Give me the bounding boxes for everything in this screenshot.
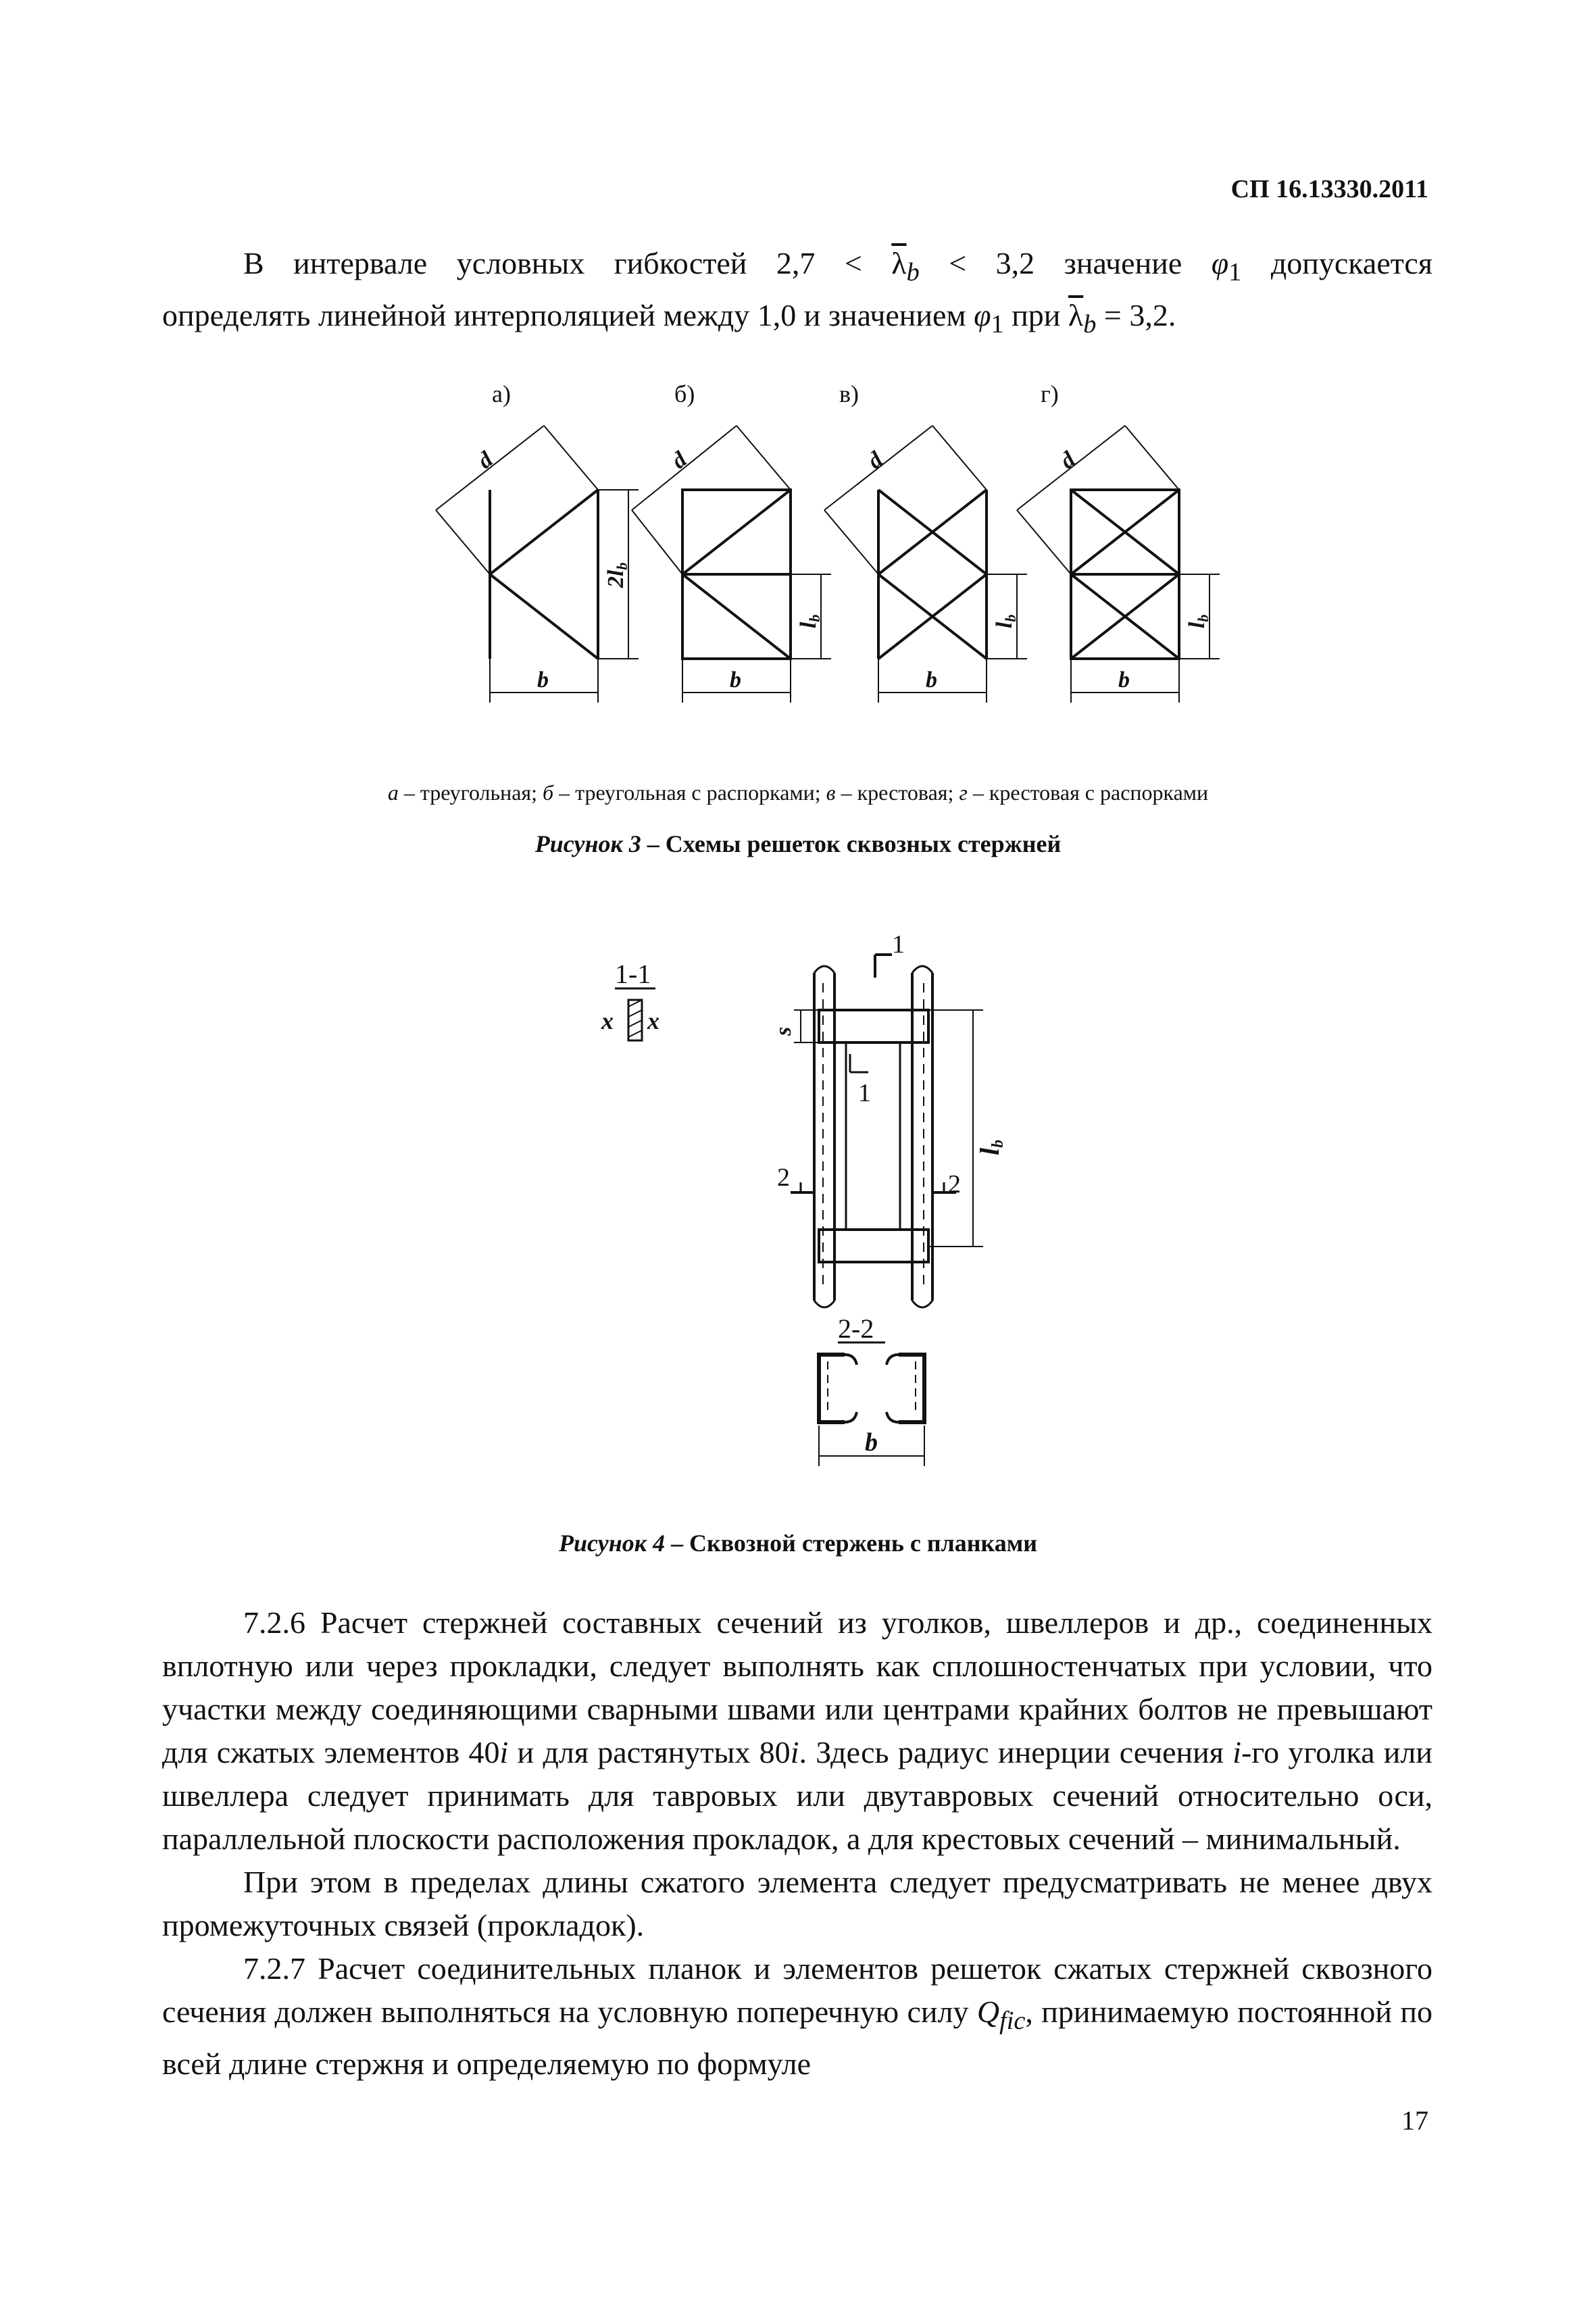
dim-label-lb: lb — [1184, 614, 1212, 628]
paragraph-7-2-6 — [162, 1601, 1432, 1861]
panel-label-c: в) — [839, 380, 859, 407]
legend-text: – треугольная с распорками; — [553, 780, 826, 805]
page-number: 17 — [1401, 2105, 1428, 2136]
dim-label-2lb: 2lb — [603, 562, 630, 588]
dim-label-s: s — [771, 1026, 796, 1036]
cut-label-1: 1 — [858, 1079, 871, 1107]
section-1-1 — [601, 959, 659, 1040]
figure3-caption — [0, 830, 1596, 858]
body-text — [162, 1601, 1432, 2086]
dim-label-d: d — [473, 447, 498, 474]
cut-label-2: 2 — [948, 1170, 961, 1199]
paragraph-text: -го уголка или швеллера следует принимать для тавровых или двутавровых сечений относительно оси, параллельной плоскости расположения прокладок, а для крестовых сечений – минимальный. — [162, 1735, 1432, 1856]
lambda-subscript: b — [1083, 310, 1097, 339]
paragraph-text: , принимаемую постоянной по всей длине стержня и определяемую по формуле — [162, 1994, 1432, 2082]
scheme-a-triangular — [490, 490, 598, 659]
caption-text: – Сквозной стержень с планками — [664, 1530, 1038, 1557]
dim-label-lb: lb — [796, 614, 823, 628]
panel-label-d: г) — [1041, 380, 1059, 407]
phi-subscript: 1 — [991, 310, 1004, 339]
lattice-schemes-figure — [405, 375, 1284, 713]
dim-label-lb: lb — [974, 1139, 1007, 1155]
section-label-2-2: 2-2 — [838, 1313, 874, 1344]
intro-text: допускается — [1241, 246, 1432, 280]
caption-prefix: Рисунок 3 — [534, 830, 641, 857]
cut-label-1: 1 — [892, 930, 905, 959]
phi-symbol: φ — [1211, 246, 1229, 280]
scheme-b-triangular-with-struts — [682, 490, 791, 659]
legend-text: – крестовая с распорками — [967, 780, 1209, 805]
section-label-1-1: 1-1 — [615, 959, 651, 989]
legend-key: в — [826, 780, 836, 805]
intro-text: определять линейной интерполяцией между 1,0 и значением — [162, 298, 974, 333]
phi-subscript: 1 — [1228, 258, 1242, 287]
lambda-symbol: $\overline{\lambda}$ — [1068, 298, 1084, 333]
legend-key: а — [387, 780, 399, 805]
paragraph-7-2-7 — [162, 1947, 1432, 2086]
legend-text: – треугольная; — [398, 780, 543, 805]
dim-label-d: d — [863, 447, 888, 474]
caption-prefix: Рисунок 4 — [558, 1530, 665, 1557]
legend-text: – крестовая; — [835, 780, 959, 805]
var-i: i — [1232, 1735, 1242, 1769]
scheme-d-cross-with-struts — [1071, 490, 1179, 659]
scheme-c-cross — [878, 490, 987, 659]
dim-label-b: b — [1118, 668, 1130, 693]
dim-label-d: d — [667, 447, 692, 474]
intro-text: < 3,2 значение — [919, 246, 1212, 280]
paragraph-text: . Здесь радиус инерции сечения — [799, 1735, 1233, 1769]
caption-text: – Схемы решеток сквозных стержней — [641, 830, 1062, 857]
var-q: Q — [976, 1994, 1000, 2029]
phi-symbol: φ — [974, 298, 991, 333]
figure3-legend — [0, 780, 1596, 805]
batten-column-figure — [581, 922, 1054, 1517]
dim-label-d: d — [1055, 447, 1080, 474]
intro-text: = 3,2. — [1096, 298, 1176, 333]
lambda-symbol: $\overline{\lambda}$ — [891, 246, 907, 280]
figure4-caption — [0, 1529, 1596, 1557]
intro-line-1 — [162, 242, 1432, 294]
legend-key: б — [543, 780, 554, 805]
paragraph-text: и для растянутых 80 — [508, 1735, 791, 1769]
dim-label-lb: lb — [992, 614, 1019, 628]
axis-label-x: x — [601, 1007, 614, 1034]
document-code: СП 16.13330.2011 — [1230, 175, 1428, 203]
intro-text: В интервале условных гибкостей 2,7 < — [243, 246, 892, 280]
axis-label-x: x — [647, 1007, 659, 1034]
lambda-subscript: b — [906, 258, 920, 287]
intro-text: при — [1003, 298, 1068, 333]
column-elevation — [791, 955, 983, 1307]
dim-label-b: b — [926, 668, 937, 693]
paragraph-text: 7.2.7 Расчет соединительных планок и элементов решеток сжатых стержней сквозного сечения должен выполняться на условную поперечную силу — [162, 1951, 1432, 2029]
panel-label-a: а) — [492, 380, 511, 407]
var-i: i — [499, 1735, 509, 1769]
dim-label-b: b — [730, 668, 741, 693]
cut-label-2: 2 — [777, 1163, 790, 1192]
dim-label-b: b — [537, 668, 549, 693]
var-q-subscript: fic — [999, 2007, 1026, 2036]
dim-label-b: b — [865, 1428, 878, 1457]
paragraph-intermediate-ties: При этом в пределах длины сжатого элемента следует предусматривать не менее двух промежуточных связей (прокладок). — [162, 1865, 1432, 1942]
var-i: i — [790, 1735, 799, 1769]
section-2-2 — [819, 1313, 924, 1466]
intro-paragraph — [162, 242, 1432, 346]
paragraph-text: 7.2.6 Расчет стержней составных сечений из уголков, швеллеров и др., соединенных вплотную или через прокладки, следует выполнять как сплошностенчатых при условии, что участки между соединяющими сварными швами или центрами крайних болтов не превышают для сжатых элементов 40 — [162, 1605, 1432, 1769]
panel-label-b: б) — [674, 380, 695, 407]
intro-line-2 — [162, 294, 1432, 346]
legend-key: г — [959, 780, 968, 805]
